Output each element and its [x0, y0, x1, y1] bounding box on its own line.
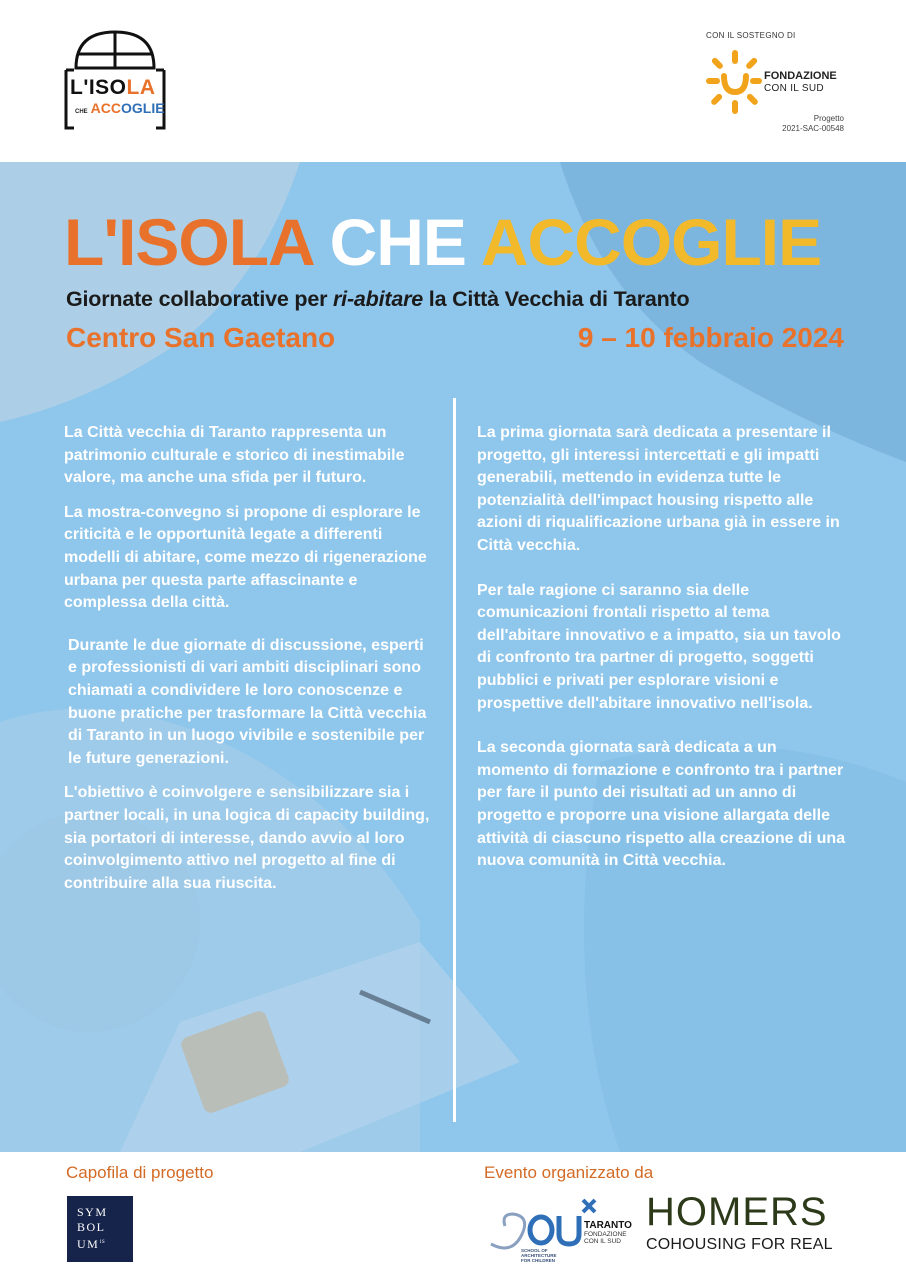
- paragraph: La Città vecchia di Taranto rappresenta un patrimonio culturale e storico di inestimabile valore, ma anche una sfida per il futuro.: [64, 424, 405, 487]
- paragraph: La mostra-convegno si propone di esplorare le criticità e le opportunità legate a differenti modelli di abitare, come mezzo di rigenerazione urbana per questa parte affascinante e complessa della città.: [64, 503, 427, 612]
- poster-title: L'ISOLA CHE ACCOGLIE: [64, 205, 822, 279]
- paragraph: La prima giornata sarà dedicata a presentare il progetto, gli interessi intercettati e gli impatti generabili, mettendo in evidenza tutte le potenzialità dell'impact housing rispetto alle azioni di riqualificazione urbana già in essere in Città vecchia.: [477, 424, 840, 554]
- header: [0, 0, 906, 162]
- fondazione-con-il-sud-logo: [704, 48, 854, 118]
- paragraph: L'obiettivo è coinvolgere e sensibilizzare sia i partner locali, in una logica di capacity building, sia portatori di interesse, dando avvio al loro coinvolgimento attivo nel progetto al fine di contribuire alla sua riuscita.: [64, 784, 430, 892]
- event-dates: 9 – 10 febbraio 2024: [577, 322, 844, 353]
- poster-panel: [0, 162, 906, 1152]
- poster-subtitle: Giornate collaborative per ri-abitare la Città Vecchia di Taranto: [66, 287, 690, 311]
- paragraph: Per tale ragione ci saranno sia delle comunicazioni frontali rispetto al tema dell'abitare innovativo e a impatto, sia un tavolo di confronto tra partner di progetto, soggetti pubblici e privati per esplorare visioni e prospettive dell'abitare innovativo nell'isola.: [477, 581, 841, 712]
- right-column: [477, 422, 849, 885]
- lead-partner-label: Capofila di progetto: [66, 1163, 214, 1182]
- isola-che-accoglie-logo: [62, 28, 168, 130]
- footer: [0, 1152, 906, 1280]
- taranto-label: TARANTO FONDAZIONE CON IL SUD: [584, 1220, 632, 1245]
- homers-logo: [646, 1192, 833, 1254]
- paragraph: Durante le due giornate di discussione, esperti e professionisti di vari ambiti disciplinari sono chiamati a condividere le loro conoscenze e buone pratiche per trasformare la Città vecchia di Taranto in un luogo vivibile e sostenibile per le future generazioni.: [68, 636, 427, 767]
- sponsor-caption: CON IL SOSTEGNO DI: [706, 31, 796, 40]
- sou-subtitle: SCHOOL OF ARCHITECTURE FOR CHILDREN: [521, 1248, 557, 1263]
- logo-line-1: L'ISOLA: [70, 76, 156, 99]
- project-info: [782, 114, 844, 134]
- column-divider: [453, 398, 456, 1122]
- left-column: [64, 422, 436, 907]
- project-code: 2021-SAC-00548: [782, 124, 844, 133]
- sponsor-name-1: FONDAZIONE: [764, 70, 837, 82]
- logo-line-2: CHE ACCOGLIE: [75, 100, 165, 116]
- sun-icon: [704, 48, 764, 118]
- symbolum-logo: SYM BOL $UM^{1S}$: [67, 1196, 133, 1262]
- sponsor-name-2: CON IL SUD: [764, 83, 824, 94]
- project-label: Progetto: [813, 114, 844, 123]
- organizer-label: Evento organizzato da: [484, 1163, 654, 1182]
- homers-name: HOMERS: [646, 1190, 828, 1234]
- paragraph: La seconda giornata sarà dedicata a un momento di formazione e confronto tra i partner per fare il punto dei risultati ad un anno di progetto e proporre una visione allargata delle attività di ciascuno rispetto alla creazione di una nuova comunità in Città vecchia.: [477, 739, 846, 870]
- event-venue: Centro San Gaetano: [66, 322, 336, 353]
- homers-tagline: COHOUSING FOR REAL: [646, 1236, 833, 1253]
